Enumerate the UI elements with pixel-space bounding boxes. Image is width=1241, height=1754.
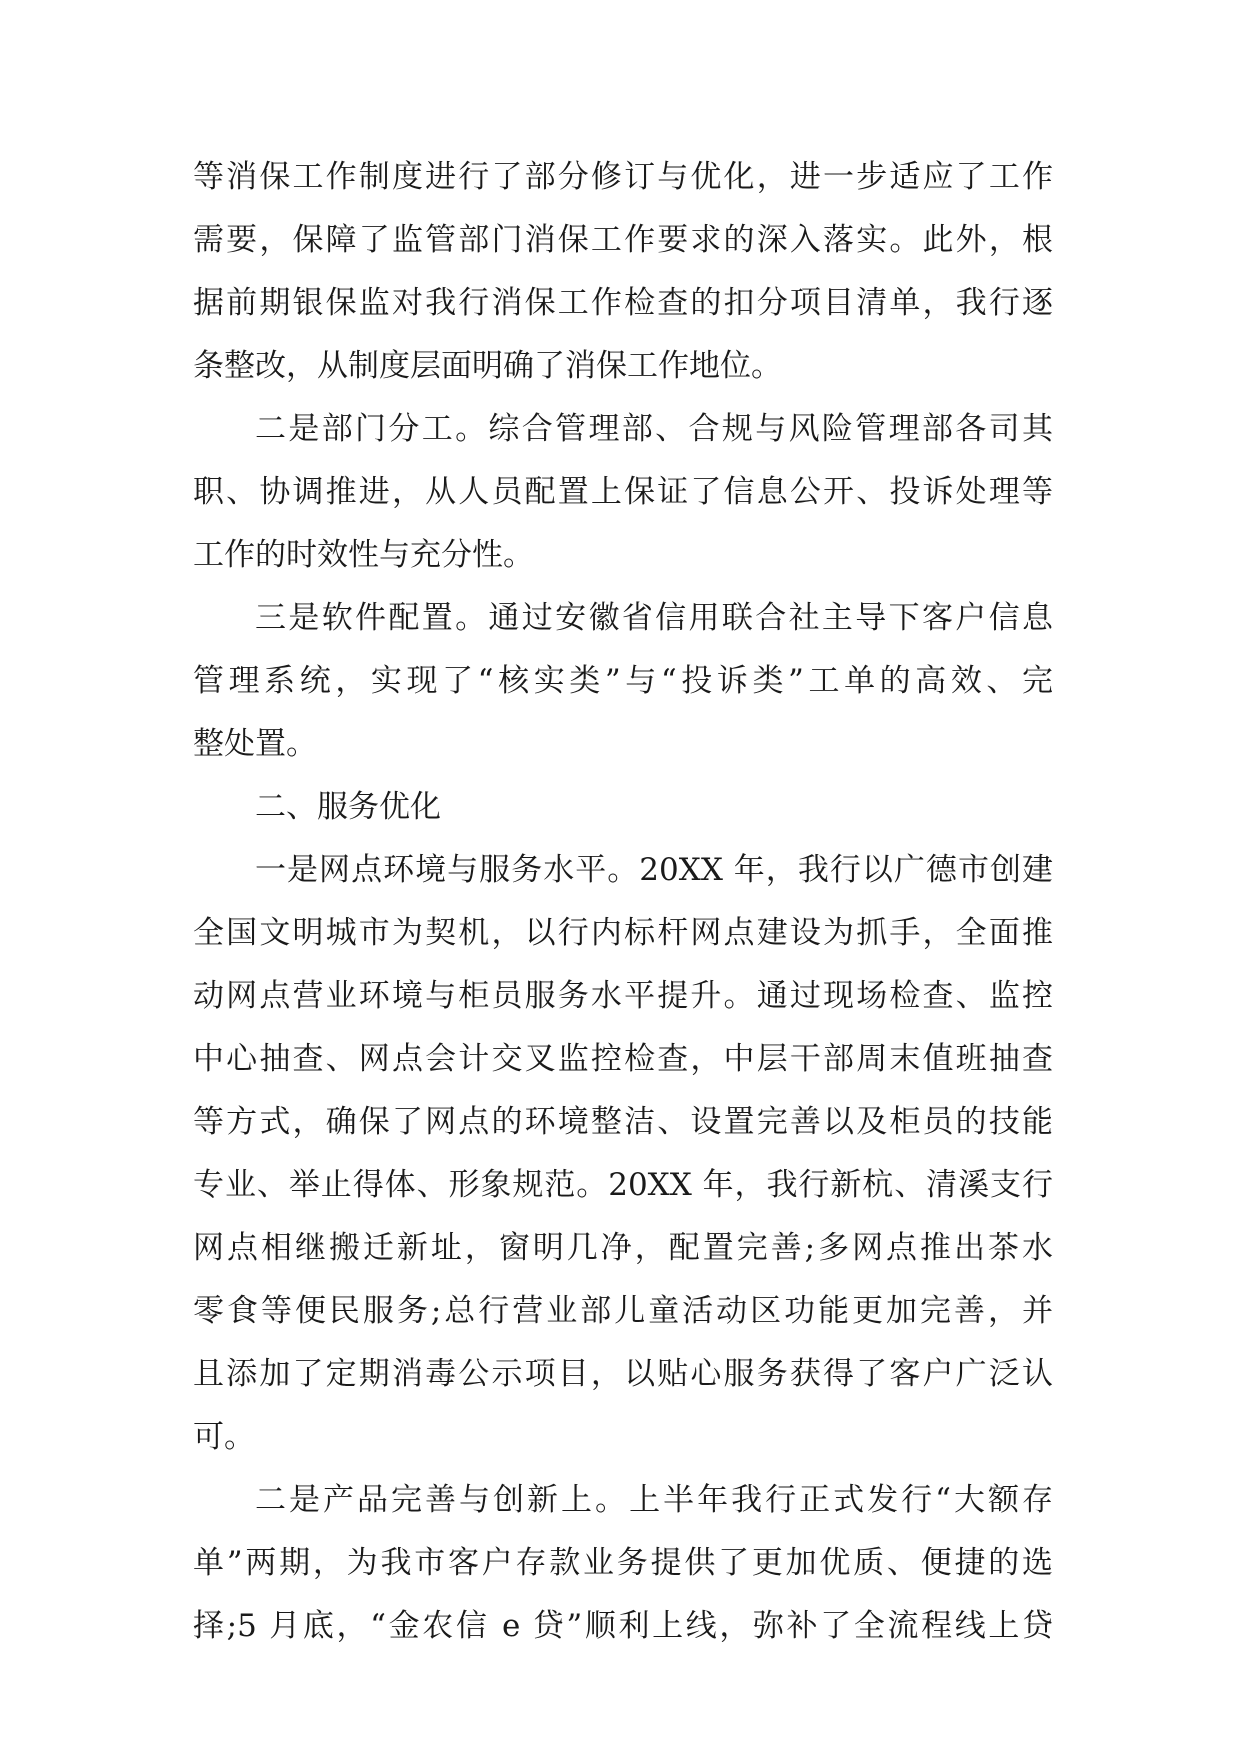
paragraph-line: 二是部门分工。综合管理部、合规与风险管理部各司其 [255, 411, 1053, 447]
paragraph-line: 零食等便民服务;总行营业部儿童活动区功能更加完善，并 [193, 1293, 1053, 1329]
paragraph-line: 单”两期，为我市客户存款业务提供了更加优质、便捷的选 [193, 1545, 1053, 1581]
paragraph-line: 二、服务优化 [255, 789, 441, 825]
paragraph-line: 工作的时效性与充分性。 [193, 537, 534, 573]
paragraph-line: 中心抽查、网点会计交叉监控检查，中层干部周末值班抽查 [193, 1041, 1053, 1077]
paragraph-line: 全国文明城市为契机，以行内标杆网点建设为抓手，全面推 [193, 915, 1053, 951]
paragraph-line: 动网点营业环境与柜员服务水平提升。通过现场检查、监控 [193, 978, 1053, 1014]
paragraph-line: 职、协调推进，从人员配置上保证了信息公开、投诉处理等 [193, 474, 1053, 510]
paragraph-p4 [193, 776, 1053, 839]
paragraph-p1 [193, 146, 1053, 398]
paragraph-line: 择;5 月底，“金农信 e 贷”顺利上线，弥补了全流程线上贷 [193, 1608, 1053, 1644]
paragraph-line: 整处置。 [193, 726, 317, 762]
paragraph-line: 管理系统，实现了“核实类”与“投诉类”工单的高效、完 [193, 663, 1053, 699]
paragraph-line: 等方式，确保了网点的环境整洁、设置完善以及柜员的技能 [193, 1104, 1053, 1140]
paragraph-line: 三是软件配置。通过安徽省信用联合社主导下客户信息 [255, 600, 1053, 636]
paragraph-line: 专业、举止得体、形象规范。20XX 年，我行新杭、清溪支行 [193, 1167, 1053, 1203]
paragraph-line: 据前期银保监对我行消保工作检查的扣分项目清单，我行逐 [193, 285, 1053, 321]
document-body [193, 146, 1053, 1658]
paragraph-line: 条整改，从制度层面明确了消保工作地位。 [193, 348, 782, 384]
paragraph-p3 [193, 587, 1053, 776]
paragraph-line: 二是产品完善与创新上。上半年我行正式发行“大额存 [255, 1482, 1053, 1518]
paragraph-p5 [193, 839, 1053, 1469]
paragraph-line: 一是网点环境与服务水平。20XX 年，我行以广德市创建 [255, 852, 1053, 888]
paragraph-line: 等消保工作制度进行了部分修订与优化，进一步适应了工作 [193, 159, 1053, 195]
paragraph-line: 需要，保障了监管部门消保工作要求的深入落实。此外，根 [193, 222, 1053, 258]
paragraph-line: 且添加了定期消毒公示项目，以贴心服务获得了客户广泛认 [193, 1356, 1053, 1392]
paragraph-p6 [193, 1469, 1053, 1658]
paragraph-line: 可。 [193, 1419, 255, 1455]
paragraph-p2 [193, 398, 1053, 587]
paragraph-line: 网点相继搬迁新址，窗明几净，配置完善;多网点推出茶水 [193, 1230, 1053, 1266]
